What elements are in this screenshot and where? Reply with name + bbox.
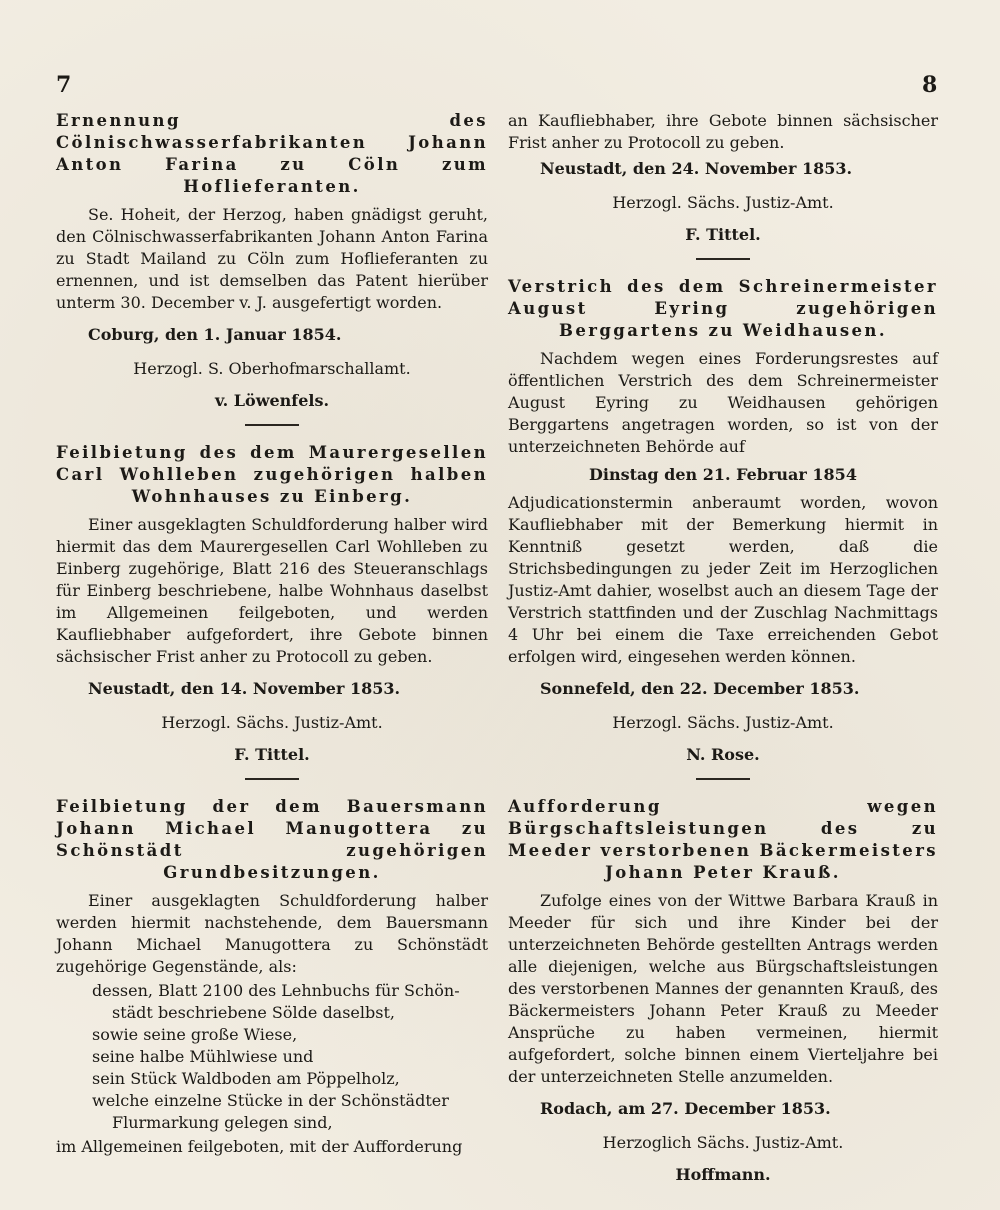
separator-rule [696, 778, 750, 780]
right-column [508, 110, 938, 1186]
signer: Hoffmann. [675, 1165, 771, 1184]
place-date: Sonnefeld, den 22. December 1853. [540, 679, 860, 698]
list-item: städt beschriebene Sölde daselbst, [112, 1003, 395, 1022]
authority: Herzoglich Sächs. Justiz-Amt. [602, 1133, 844, 1152]
notice-title: Ernennung des Cölnischwasserfabrikanten Johann Anton Farina zu Cöln zum Hoflieferanten. [56, 111, 488, 196]
list-item: Flurmarkung gelegen sind, [112, 1113, 333, 1132]
place-date: Rodach, am 27. December 1853. [540, 1099, 831, 1118]
separator-rule [245, 778, 299, 780]
place-date: Coburg, den 1. Januar 1854. [88, 325, 342, 344]
separator-rule [696, 258, 750, 260]
authority: Herzogl. Sächs. Justiz-Amt. [612, 193, 834, 212]
notice-manugottera [56, 796, 488, 1158]
left-column [56, 110, 488, 1158]
list-item: dessen, Blatt 2100 des Lehnbuchs für Schön- [92, 981, 460, 1000]
notice-title: Verstrich des dem Schreinermeister August Eyring zugehörigen Berggartens zu Weidhausen. [508, 277, 938, 340]
notice-krauss [508, 796, 938, 1186]
list-item: sein Stück Waldboden am Pöppelholz, [92, 1069, 400, 1088]
notice-title: Aufforderung wegen Bürgschaftsleistungen des zu Meeder verstorbenen Bäckermeisters Johann Peter Krauß. [508, 797, 938, 882]
signer: F. Tittel. [234, 745, 310, 764]
signer: N. Rose. [686, 745, 760, 764]
notice-body: Einer ausgeklagten Schuldforderung halber werden hiermit nachstehende, dem Bauersmann Johann Michael Manugottera zu Schönstädt zugehörige Gegenstände, als: [56, 891, 488, 976]
notice-body: Se. Hoheit, der Herzog, haben gnädigst geruht, den Cölnischwasserfabrikanten Johann Anton Farina zu Stadt Mailand zu Cöln zum Hoflieferanten zu ernennen, und ist demselben das Patent hierüber unterm 30. December v. J. ausgefertigt worden. [56, 205, 488, 312]
notice-title: Feilbietung der dem Bauersmann Johann Michael Manugottera zu Schönstädt zugehörigen Grundbesitzungen. [56, 797, 488, 882]
notice-eyring [508, 276, 938, 766]
page-number-left: 7 [56, 72, 72, 98]
notice-wohlleben [56, 442, 488, 766]
separator-rule [245, 424, 299, 426]
authority: Herzogl. Sächs. Justiz-Amt. [161, 713, 383, 732]
authority: Herzogl. Sächs. Justiz-Amt. [612, 713, 834, 732]
notice-farina [56, 110, 488, 412]
notice-body: Zufolge eines von der Wittwe Barbara Krauß in Meeder für sich und ihre Kinder bei der unterzeichneten Behörde gestellten Antrags werden alle diejenigen, welche aus Bürgschaftsleistungen des verstorbenen Mannes der genannten Krauß, des Bäckermeisters Johann Peter Krauß zu Meeder Ansprüche zu haben vermeinen, hiermit aufgefordert, solche binnen einem Vierteljahre bei der unterzeichneten Stelle anzumelden. [508, 891, 938, 1086]
signer: F. Tittel. [685, 225, 761, 244]
place-date: Neustadt, den 14. November 1853. [88, 679, 401, 698]
list-item: seine halbe Mühlwiese und [92, 1047, 314, 1066]
notice-body: an Kaufliebhaber, ihre Gebote binnen sächsischer Frist anher zu Protocoll zu geben. [508, 111, 938, 152]
place-date: Neustadt, den 24. November 1853. [540, 159, 853, 178]
notice-title: Feilbietung des dem Maurergesellen Carl Wohlleben zugehörigen halben Wohnhauses zu Einberg. [56, 443, 488, 506]
authority: Herzogl. S. Oberhofmarschallamt. [133, 359, 411, 378]
notice-body: Nachdem wegen eines Forderungsrestes auf öffentlichen Verstrich des dem Schreinermeister August Eyring zu Weidhausen gehörigen Berggartens angetragen worden, so ist von der unterzeichneten Behörde auf [508, 349, 938, 456]
page-number-right: 8 [922, 72, 938, 98]
notice-body-continued: Adjudicationstermin anberaumt worden, wovon Kaufliebhaber mit der Bemerkung hiermit in Kenntniß gesetzt werden, daß die Strichsbedingungen zu jeder Zeit im Herzoglichen Justiz-Amt dahier, woselbst auch an diesem Tage der Verstrich stattfinden und der Zuschlag Nachmittags 4 Uhr bei einem die Taxe erreichenden Gebot erfolgen wird, eingesehen werden können. [508, 493, 938, 666]
notice-body: Einer ausgeklagten Schuldforderung halber wird hiermit das dem Maurergesellen Carl Wohlleben zu Einberg zugehörige, Blatt 216 des Steueranschlags für Einberg beschriebene, halbe Wohnhaus daselbst im Allgemeinen feilgeboten, und werden Kaufliebhaber aufgefordert, ihre Gebote binnen sächsischer Frist anher zu Protocoll zu geben. [56, 515, 488, 666]
signer: v. Löwenfels. [214, 391, 330, 410]
list-item: welche einzelne Stücke in der Schönstädter [92, 1091, 449, 1110]
list-item: sowie seine große Wiese, [92, 1025, 298, 1044]
notice-closing: im Allgemeinen feilgeboten, mit der Aufforderung [56, 1137, 463, 1156]
notice-manugottera-continued [508, 110, 938, 246]
auction-date: Dinstag den 21. Februar 1854 [589, 465, 857, 484]
item-list [56, 980, 488, 1134]
